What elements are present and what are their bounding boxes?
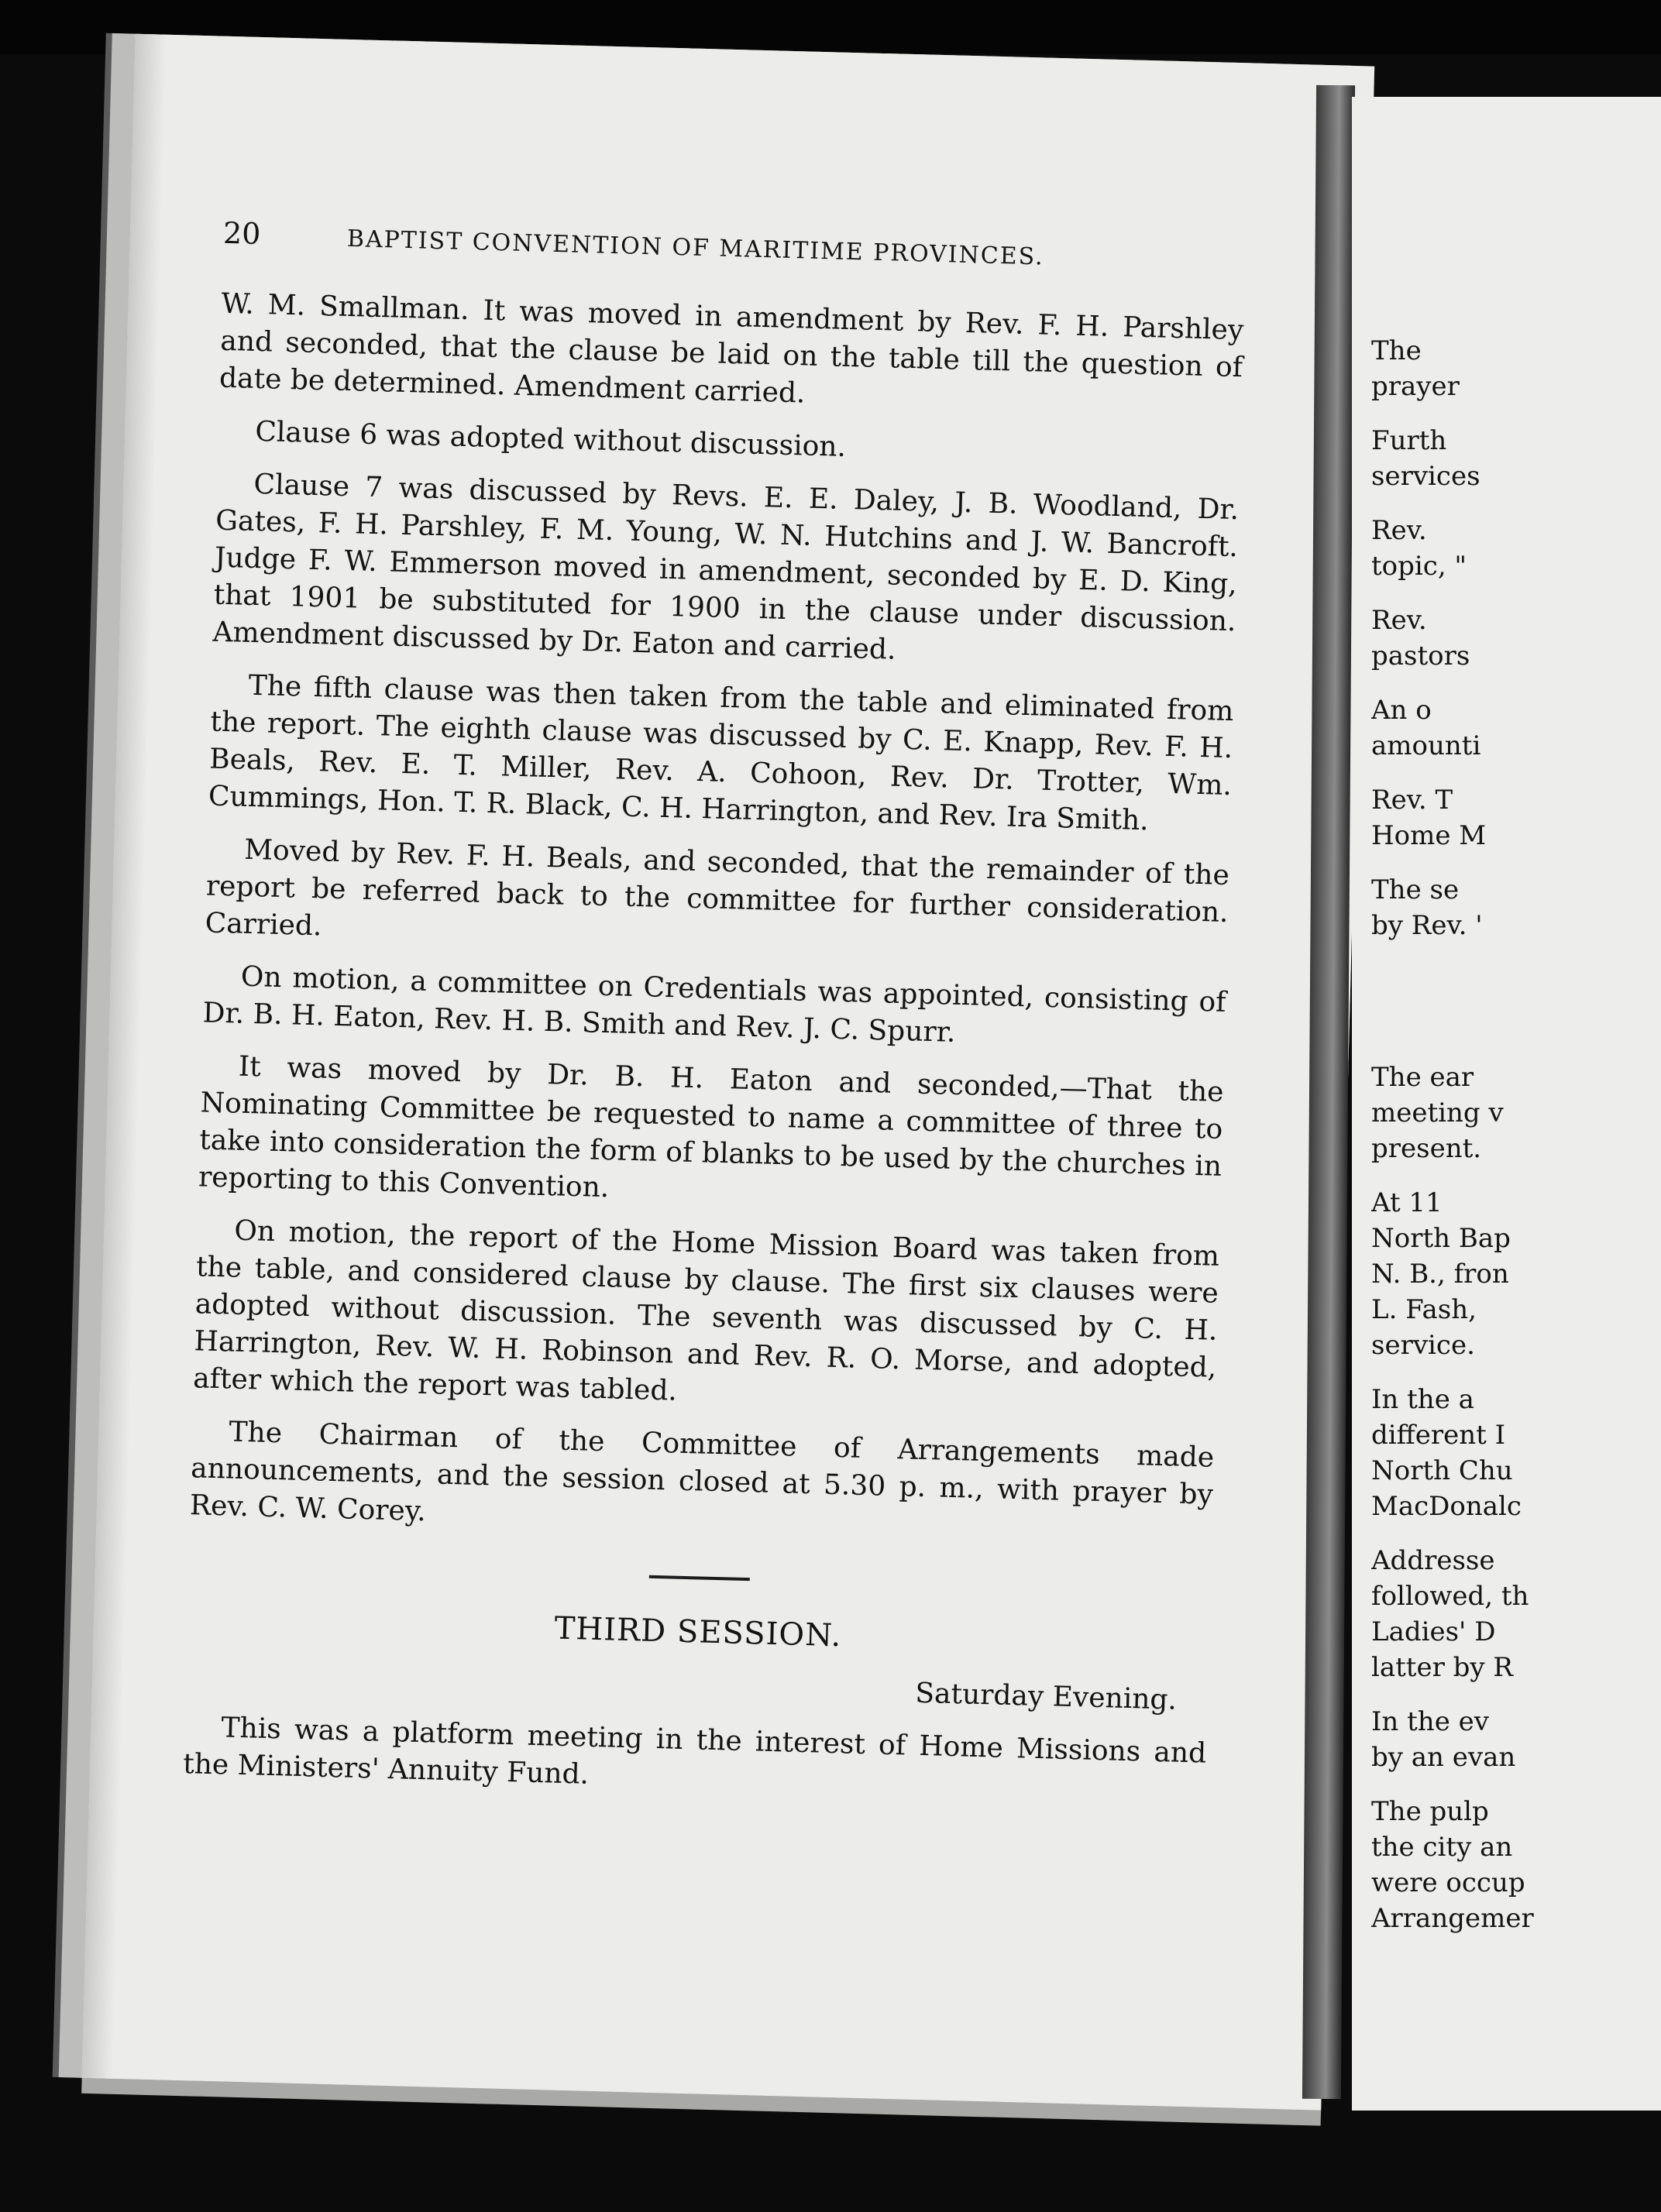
paragraph-4: The fifth clause was then taken from the table and eliminated from the report. The eighth clause was discussed by C. E. Knapp, Rev. F. H. Beals, Rev. E. T. Miller, Rev. A. Cohoon, Rev. Dr. Trotter, Wm. Cummings, Hon. T. R. Black, C. H. Harrington, and Rev. Ira Smith. bbox=[208, 669, 1234, 837]
right-line: An o bbox=[1371, 695, 1432, 726]
paragraph-9: The Chairman of the Committee of Arrangements made announcements, and the session closed at 5.30 p. m., with prayer by Rev. C. W. Corey. bbox=[189, 1416, 1215, 1528]
right-line: In the a bbox=[1371, 1384, 1474, 1415]
right-line: The pulp bbox=[1371, 1796, 1489, 1827]
section-divider bbox=[649, 1575, 750, 1581]
right-page-content bbox=[1371, 333, 1661, 1936]
page-number: 20 bbox=[222, 215, 262, 252]
right-line: The ear bbox=[1371, 1062, 1474, 1093]
paragraph-1: W. M. Smallman. It was moved in amendment by Rev. F. H. Parshley and seconded, that the clause be laid on the table till the question of date be determined. Amendment carried. bbox=[218, 287, 1244, 410]
paragraph-5: Moved by Rev. F. H. Beals, and seconded, that the remainder of the report be referred back to the committee for further consideration. Carried. bbox=[205, 833, 1230, 943]
right-line: L. Fash, bbox=[1371, 1294, 1477, 1325]
right-line: MacDonalc bbox=[1371, 1491, 1522, 1522]
right-line: In the ev bbox=[1371, 1706, 1489, 1737]
right-line: North Chu bbox=[1371, 1455, 1513, 1486]
right-line: followed, th bbox=[1371, 1581, 1529, 1612]
right-line: Furth bbox=[1371, 425, 1447, 456]
right-line: meeting v bbox=[1371, 1097, 1504, 1128]
right-line: North Bap bbox=[1371, 1223, 1511, 1254]
right-line: latter by R bbox=[1371, 1652, 1514, 1683]
right-line: Rev. T bbox=[1371, 785, 1453, 816]
running-head bbox=[222, 215, 1246, 282]
right-line: service. bbox=[1371, 1330, 1475, 1361]
right-line: At 11 bbox=[1371, 1187, 1443, 1218]
right-line: The bbox=[1371, 335, 1422, 366]
right-line: prayer bbox=[1371, 371, 1460, 402]
right-line: by Rev. ' bbox=[1371, 910, 1483, 941]
session-heading: THIRD SESSION. bbox=[554, 1610, 842, 1654]
right-line: pastors bbox=[1371, 641, 1470, 672]
session-paragraph: This was a platform meeting in the interest of Home Missions and the Ministers' Annuity Fund. bbox=[182, 1712, 1207, 1791]
left-page bbox=[82, 34, 1375, 2111]
right-line: Arrangemer bbox=[1371, 1903, 1534, 1934]
right-line: the city an bbox=[1371, 1832, 1513, 1863]
left-page-content bbox=[182, 215, 1246, 1826]
paragraph-8: On motion, the report of the Home Mission Board was taken from the table, and considered clause by clause. The first six clauses were adopted without discussion. The seventh was discussed by C. H. Harrington, Rev. W. H. Robinson and Rev. R. O. Morse, and adopted, after which the report was tabled. bbox=[192, 1214, 1220, 1407]
session-subheading: Saturday Evening. bbox=[914, 1677, 1178, 1716]
right-line: Rev. bbox=[1371, 605, 1427, 636]
right-line: Ladies' D bbox=[1371, 1616, 1496, 1647]
right-line: Rev. bbox=[1371, 515, 1427, 546]
paragraph-6: On motion, a committee on Credentials was appointed, consisting of Dr. B. H. Eaton, Rev. H. B. Smith and Rev. J. C. Spurr. bbox=[202, 960, 1227, 1049]
paragraph-7: It was moved by Dr. B. H. Eaton and seconded,—That the Nominating Committee be requested to name a committee of three to take into consideration the form of blanks to be used by the churches in reporting to this Convention. bbox=[198, 1050, 1225, 1204]
header-title: BAPTIST CONVENTION OF MARITIME PROVINCES. bbox=[346, 225, 1045, 271]
right-line: services bbox=[1371, 461, 1480, 492]
paragraph-3: Clause 7 was discussed by Revs. E. E. Daley, J. B. Woodland, Dr. Gates, F. H. Parshley, F. M. Young, W. N. Hutchins and J. W. Bancroft. Judge F. W. Emmerson moved in amendment, seconded by E. D. King, that 1901 be substituted for 1900 in the clause under discussion. Amendment discussed by Dr. Eaton and carried. bbox=[212, 468, 1240, 666]
right-line: The se bbox=[1371, 874, 1460, 905]
right-line: different I bbox=[1371, 1420, 1506, 1451]
right-line: Home M bbox=[1371, 820, 1487, 851]
right-line: present. bbox=[1371, 1133, 1482, 1164]
right-line: Addresse bbox=[1371, 1545, 1495, 1576]
paragraph-2: Clause 6 was adopted without discussion. bbox=[254, 415, 847, 463]
right-line: amounti bbox=[1371, 730, 1481, 761]
right-line: topic, " bbox=[1371, 551, 1467, 582]
right-line: N. B., fron bbox=[1371, 1259, 1509, 1290]
right-line: were occup bbox=[1371, 1867, 1525, 1898]
right-line: by an evan bbox=[1371, 1742, 1516, 1773]
